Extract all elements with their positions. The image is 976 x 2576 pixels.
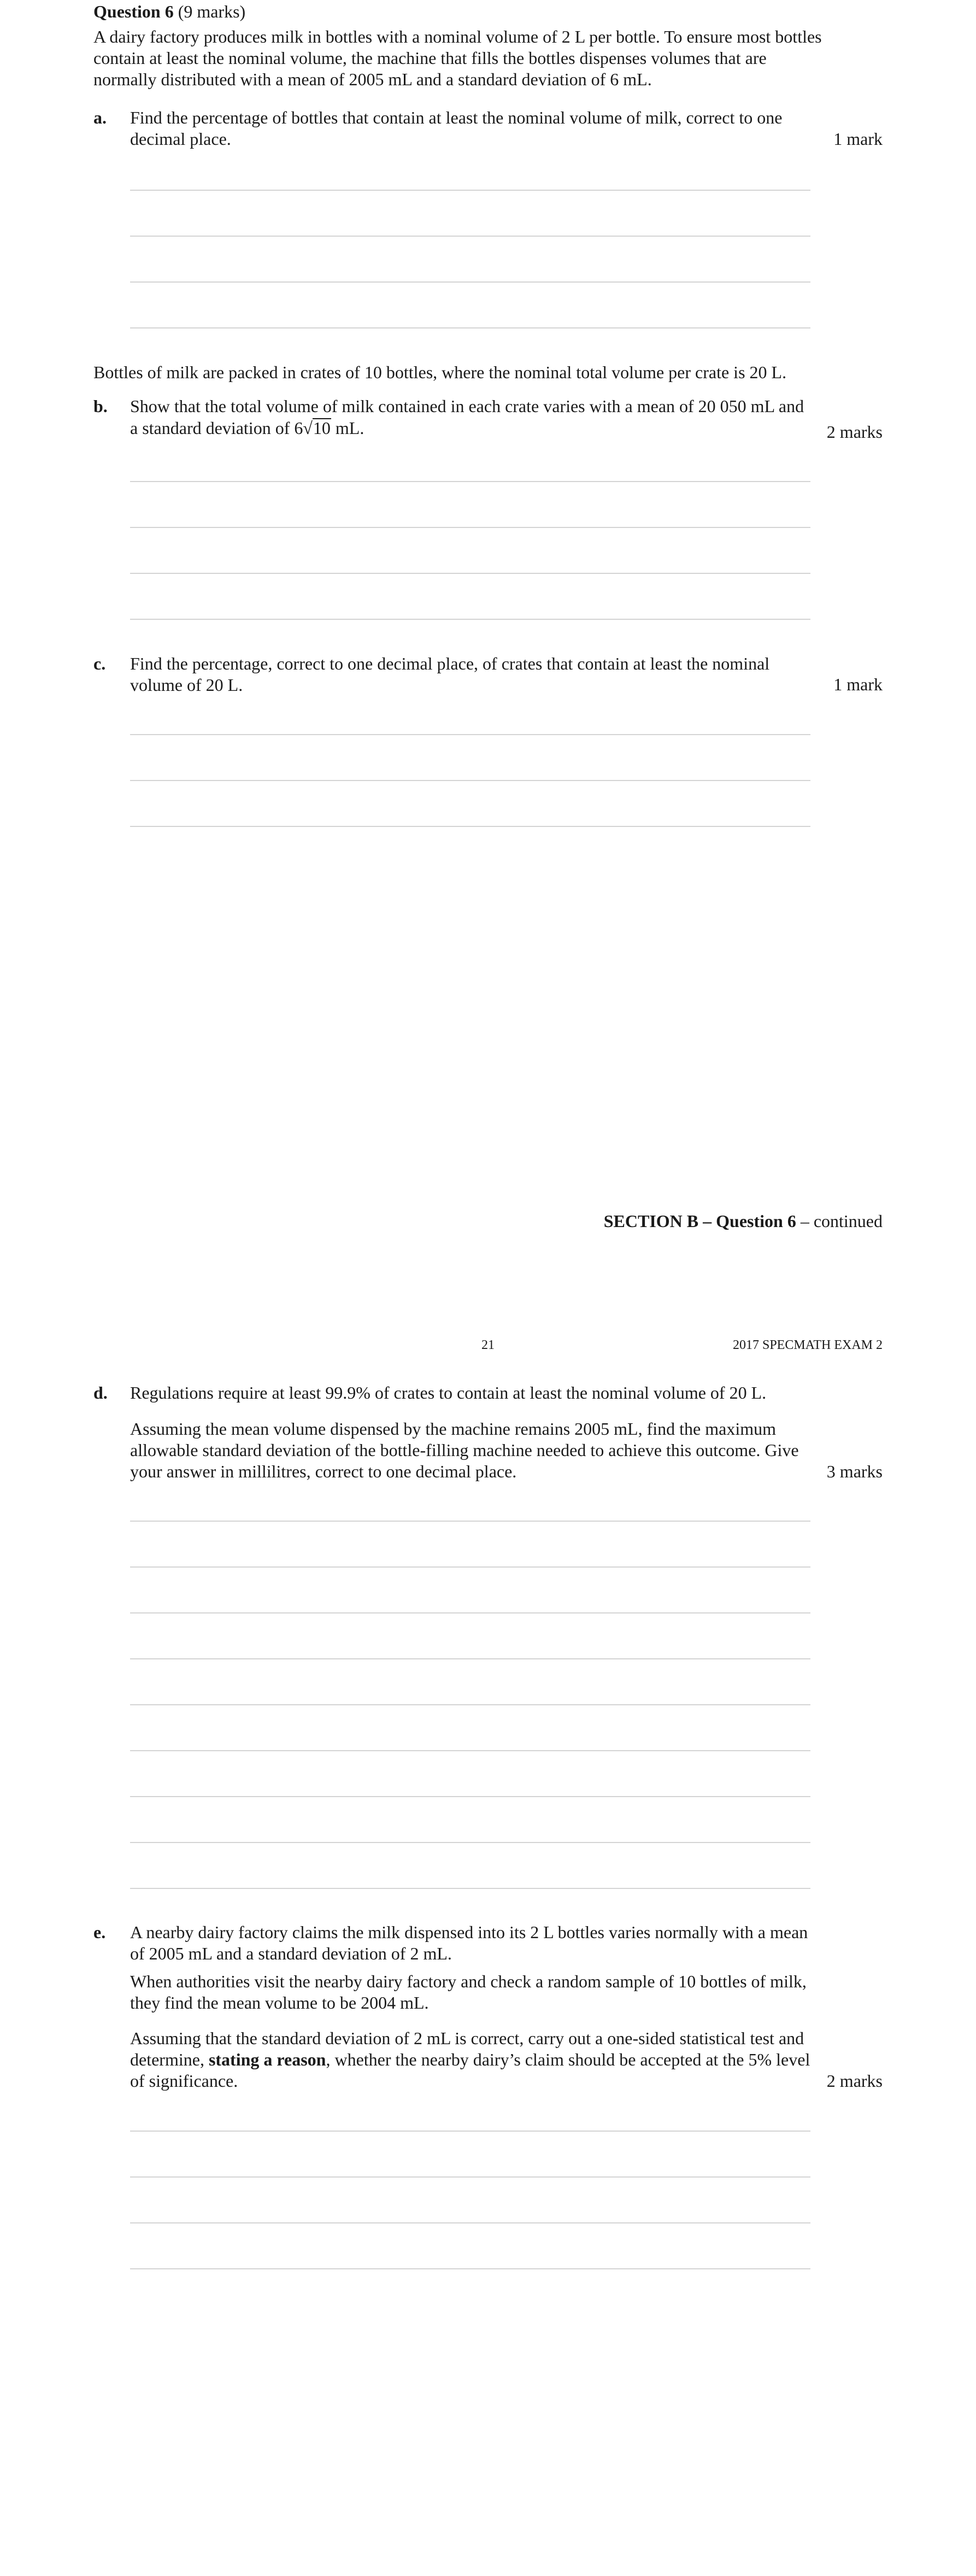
answer-line[interactable] xyxy=(130,527,810,528)
part-b-text-after: mL. xyxy=(331,418,364,438)
part-e-label: e. xyxy=(93,1922,106,1942)
answer-line[interactable] xyxy=(130,780,810,781)
part-a-text: Find the percentage of bottles that contain at least the nominal volume of milk, correct to one decimal place. xyxy=(130,108,783,149)
answer-line[interactable] xyxy=(130,734,810,735)
answer-line[interactable] xyxy=(130,190,810,191)
answer-line[interactable] xyxy=(130,2176,810,2178)
answer-line[interactable] xyxy=(130,1658,810,1659)
question-title: Question 6 xyxy=(93,2,174,21)
part-a-marks: 1 mark xyxy=(833,129,883,149)
part-e-text-3-before: Assuming that the standard deviation of 2 mL is correct, carry out a one-sided statistical test and determine, xyxy=(130,2028,804,2069)
answer-line[interactable] xyxy=(130,2222,810,2223)
part-b-text-before: Show that the total volume of milk contained in each crate varies with a mean of 20 050 mL and a standard deviation of 6 xyxy=(130,396,804,438)
part-b-text xyxy=(130,396,810,439)
part-c-text: Find the percentage, correct to one decimal place, of crates that contain at least the nominal volume of 20 L. xyxy=(130,654,770,695)
answer-line[interactable] xyxy=(130,481,810,482)
section-continued-footer xyxy=(604,1211,883,1232)
part-e-text-3-after: , whether the nearby dairy’s claim should be accepted at the 5% level of significance. xyxy=(130,2050,810,2091)
answer-line[interactable] xyxy=(130,2268,810,2269)
part-e-marks: 2 marks xyxy=(826,2071,883,2091)
question-marks-note: (9 marks) xyxy=(178,2,246,21)
part-d-label: d. xyxy=(93,1383,108,1403)
answer-line[interactable] xyxy=(130,281,810,283)
answer-line[interactable] xyxy=(130,2131,810,2132)
part-d-text-1: Regulations require at least 99.9% of crates to contain at least the nominal volume of 20 L. xyxy=(130,1383,767,1403)
part-b-label: b. xyxy=(93,396,108,416)
square-root-symbol: √10 xyxy=(303,418,331,438)
answer-line[interactable] xyxy=(130,1796,810,1797)
part-a-label: a. xyxy=(93,108,107,127)
answer-line[interactable] xyxy=(130,1521,810,1522)
part-c-label: c. xyxy=(93,654,106,673)
answer-line[interactable] xyxy=(130,573,810,574)
part-e-text-1: A nearby dairy factory claims the milk dispensed into its 2 L bottles varies normally with a mean of 2005 mL and a standard deviation of 2 mL. xyxy=(130,1922,808,1963)
answer-line[interactable] xyxy=(130,327,810,328)
part-e-text-2: When authorities visit the nearby dairy factory and check a random sample of 10 bottles of milk, they find the mean volume to be 2004 mL. xyxy=(130,1971,807,2012)
answer-line[interactable] xyxy=(130,1612,810,1613)
part-d-text-2: Assuming the mean volume dispensed by the machine remains 2005 mL, find the maximum allowable standard deviation of the bottle-filling machine needed to achieve this outcome. Give your answer in millilitres, correct to one decimal place. xyxy=(130,1419,799,1481)
continued-suffix: – continued xyxy=(796,1211,883,1231)
answer-line[interactable] xyxy=(130,1888,810,1889)
part-e-text-3-bold: stating a reason xyxy=(208,2050,326,2069)
answer-line[interactable] xyxy=(130,236,810,237)
continued-section-label: SECTION B – Question 6 xyxy=(603,1211,796,1231)
answer-line[interactable] xyxy=(130,1704,810,1705)
answer-line[interactable] xyxy=(130,619,810,620)
part-b-radicand: 10 xyxy=(313,418,331,438)
answer-line[interactable] xyxy=(130,1842,810,1843)
answer-line[interactable] xyxy=(130,1566,810,1568)
question-heading xyxy=(93,1,245,22)
part-d-marks: 3 marks xyxy=(826,1462,883,1481)
part-e-text-3 xyxy=(130,2028,810,2092)
answer-line[interactable] xyxy=(130,826,810,827)
crates-intro: Bottles of milk are packed in crates of 10 bottles, where the nominal total volume per crate is 20 L. xyxy=(93,362,787,382)
page-number: 21 xyxy=(481,1338,495,1352)
part-c-marks: 1 mark xyxy=(833,674,883,694)
exam-name: 2017 SPECMATH EXAM 2 xyxy=(732,1338,883,1352)
question-intro: A dairy factory produces milk in bottles with a nominal volume of 2 L per bottle. To ensure most bottles contain at least the nominal volume, the machine that fills the bottles dispenses volumes that are normally distributed with a mean of 2005 mL and a standard deviation of 6 mL. xyxy=(93,27,822,89)
part-b-marks: 2 marks xyxy=(826,422,883,442)
answer-line[interactable] xyxy=(130,1750,810,1751)
